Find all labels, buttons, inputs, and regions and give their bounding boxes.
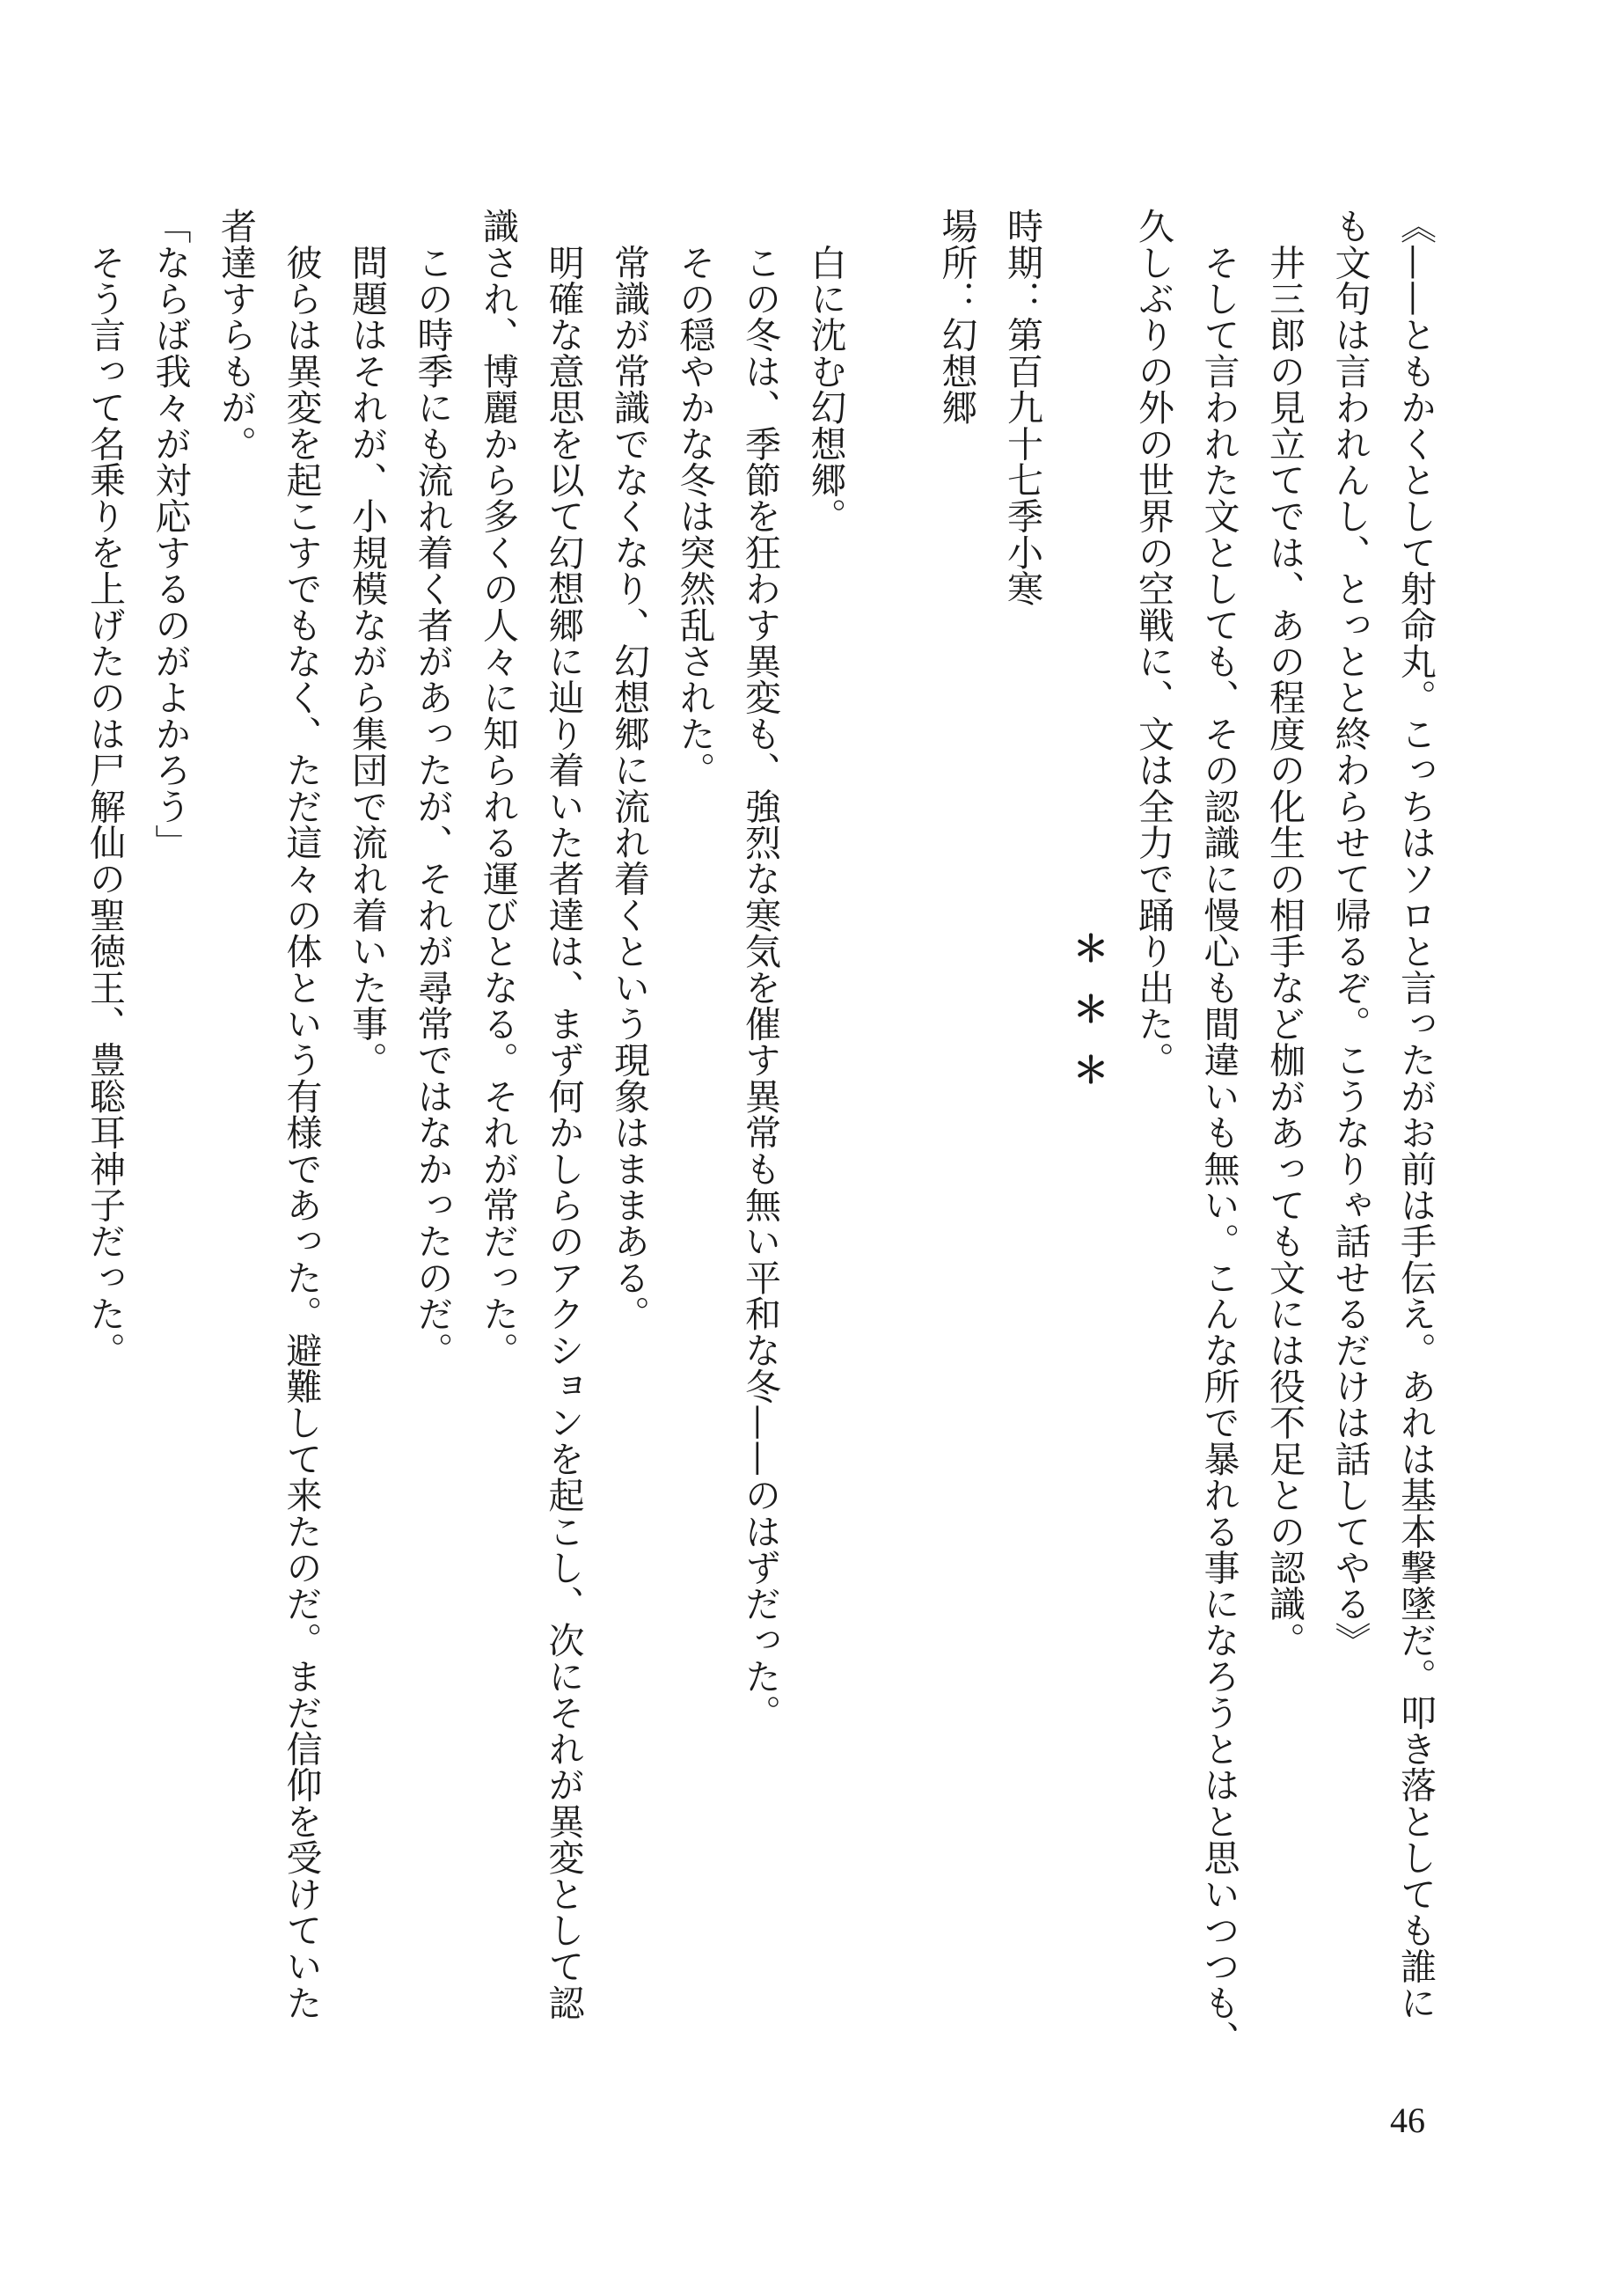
text-line: 白に沈む幻想郷。 (804, 208, 847, 534)
text-line: この時季にも流れ着く者があったが、それが尋常ではなかったのだ。 (411, 208, 454, 1368)
text-line: そして言われた文としても、その認識に慢心も間違いも無い。こんな所で暴れる事になろうとはと思いつつも、 (1197, 208, 1240, 2057)
text-line: も文句は言われんし、とっとと終わらせて帰るぞ。こうなりゃ話せるだけは話してやる》 (1328, 208, 1372, 1658)
text-line: 彼らは異変を起こすでもなく、ただ這々の体という有様であった。避難して来たのだ。まだ信仰を受けていた (280, 208, 323, 2020)
page-number: 46 (1390, 2100, 1425, 2140)
text-line: 明確な意思を以て幻想郷に辿り着いた者達は、まず何かしらのアクションを起こし、次にそれが異変として認 (542, 208, 585, 2020)
text-line: その穏やかな冬は突然乱された。 (673, 208, 716, 788)
text-line: 問題はそれが、小規模ながら集団で流れ着いた事。 (346, 208, 388, 1078)
text-line: 「ならば我々が対応するのがよかろう」 (149, 208, 192, 861)
time-header: 時期：第百九十七季小寒 (1001, 208, 1043, 607)
text-line: 《——ともかくとして射命丸。こっちはソロと言ったがお前は手伝え。あれは基本撃墜だ。叩き落としても誰に (1394, 208, 1437, 2020)
text-line: 識され、博麗から多くの人々に知られる運びとなる。それが常だった。 (477, 208, 519, 1368)
text-line: 井三郎の見立てでは、あの程度の化生の相手など枷があっても文には役不足との認識。 (1263, 208, 1306, 1658)
text-line: この冬は、季節を狂わす異変も、強烈な寒気を催す異常も無い平和な冬——のはずだった。 (739, 208, 781, 1731)
place-header: 場所：幻想郷 (935, 208, 978, 426)
text-line: 常識が常識でなくなり、幻想郷に流れ着くという現象はままある。 (608, 208, 650, 1332)
blank-line (859, 208, 925, 1950)
text-line: そう言って名乗りを上げたのは尸解仙の聖徳王、豊聡耳神子だった。 (84, 208, 126, 1368)
text-line: 久しぶりの外の世界の空戦に、文は全力で踊り出た。 (1132, 208, 1174, 1078)
vertical-text-body (72, 208, 1449, 2057)
scene-break: ＊＊＊ (1066, 929, 1109, 1111)
text-line: 者達すらもが。 (215, 208, 257, 462)
